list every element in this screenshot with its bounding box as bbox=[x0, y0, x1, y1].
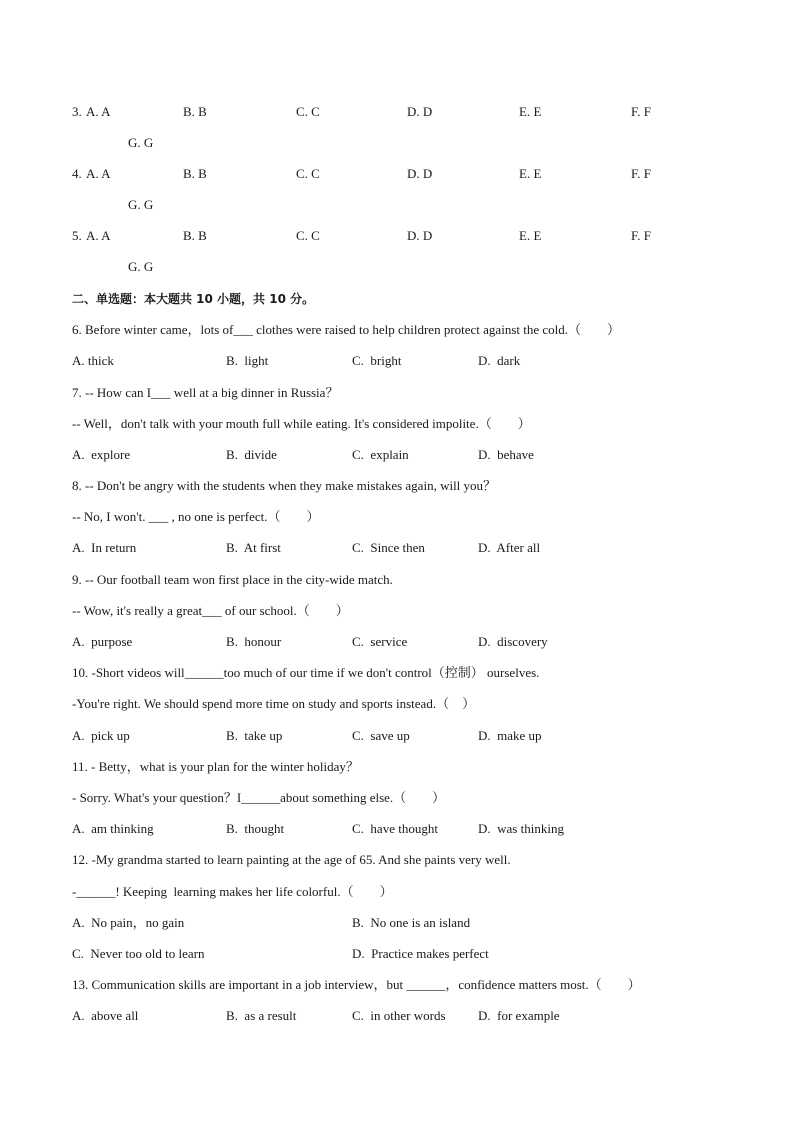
match-option: D. D bbox=[407, 104, 433, 119]
match-row-3-number: 3. bbox=[72, 104, 82, 119]
match-row-5-number: 5. bbox=[72, 228, 82, 243]
match-option: B. B bbox=[183, 166, 207, 181]
option-d: D. discovery bbox=[478, 634, 548, 649]
question-stem: 10. -Short videos will______too much of our time if we don't control（控制） ourselves. bbox=[72, 665, 540, 680]
option-c: C. bright bbox=[352, 353, 402, 368]
section-title: 二、单选题：本大题共 10 小题，共 10 分。 bbox=[72, 292, 315, 306]
option-d: D. behave bbox=[478, 447, 534, 462]
match-option: F. F bbox=[631, 228, 651, 243]
option-c: C. save up bbox=[352, 728, 410, 743]
question-stem: 7. -- How can I___ well at a big dinner in Russia？ bbox=[72, 385, 339, 400]
option-b: B. honour bbox=[226, 634, 282, 649]
question-stem: 13. Communication skills are important in a job interview，but ______，confidence matters most.（ ） bbox=[72, 977, 641, 992]
question-stem: 6. Before winter came，lots of___ clothes were raised to help children protect against the cold.（ ） bbox=[72, 322, 620, 337]
match-option: C. C bbox=[296, 104, 320, 119]
option-c: C. explain bbox=[352, 447, 409, 462]
option-a: A. No pain，no gain bbox=[72, 915, 185, 930]
question-stem: -You're right. We should spend more time on study and sports instead.（ ） bbox=[72, 696, 476, 711]
match-option: F. F bbox=[631, 166, 651, 181]
option-d: D. Practice makes perfect bbox=[352, 946, 489, 961]
match-option: B. B bbox=[183, 228, 207, 243]
option-a: A. explore bbox=[72, 447, 131, 462]
option-c: C. have thought bbox=[352, 821, 438, 836]
option-d: D. was thinking bbox=[478, 821, 564, 836]
question-stem: 11. - Betty，what is your plan for the winter holiday？ bbox=[72, 759, 359, 774]
option-b: B. light bbox=[226, 353, 269, 368]
match-option: G. G bbox=[128, 197, 154, 212]
option-c: C. service bbox=[352, 634, 408, 649]
option-d: D. dark bbox=[478, 353, 521, 368]
match-option: E. E bbox=[519, 104, 542, 119]
option-b: B. as a result bbox=[226, 1008, 297, 1023]
option-b: B. At first bbox=[226, 540, 281, 555]
option-a: A. above all bbox=[72, 1008, 139, 1023]
match-option: G. G bbox=[128, 259, 154, 274]
match-option: A. A bbox=[86, 104, 111, 119]
match-option: C. C bbox=[296, 228, 320, 243]
option-c: C. in other words bbox=[352, 1008, 446, 1023]
question-stem: - Sorry. What's your question？I______about something else.（ ） bbox=[72, 790, 446, 805]
option-a: A. thick bbox=[72, 353, 114, 368]
option-b: B. divide bbox=[226, 447, 277, 462]
option-d: D. make up bbox=[478, 728, 542, 743]
match-option: B. B bbox=[183, 104, 207, 119]
match-row-4-number: 4. bbox=[72, 166, 82, 181]
option-c: C. Since then bbox=[352, 540, 425, 555]
option-d: D. After all bbox=[478, 540, 541, 555]
match-option: F. F bbox=[631, 104, 651, 119]
question-stem: 8. -- Don't be angry with the students when they make mistakes again, will you？ bbox=[72, 478, 497, 493]
match-option: A. A bbox=[86, 228, 111, 243]
option-a: A. purpose bbox=[72, 634, 133, 649]
option-a: A. In return bbox=[72, 540, 137, 555]
question-stem: -- No, I won't. ___ , no one is perfect.（ ） bbox=[72, 509, 320, 524]
match-option: D. D bbox=[407, 166, 433, 181]
question-stem: -- Well，don't talk with your mouth full while eating. It's considered impolite.（ ） bbox=[72, 416, 531, 431]
option-a: A. am thinking bbox=[72, 821, 154, 836]
question-stem: 9. -- Our football team won first place in the city-wide match. bbox=[72, 572, 393, 587]
option-b: B. thought bbox=[226, 821, 285, 836]
match-option: C. C bbox=[296, 166, 320, 181]
match-option: E. E bbox=[519, 228, 542, 243]
match-option: E. E bbox=[519, 166, 542, 181]
option-b: B. No one is an island bbox=[352, 915, 471, 930]
option-a: A. pick up bbox=[72, 728, 130, 743]
option-b: B. take up bbox=[226, 728, 283, 743]
match-option: D. D bbox=[407, 228, 433, 243]
option-c: C. Never too old to learn bbox=[72, 946, 205, 961]
question-stem: 12. -My grandma started to learn painting at the age of 65. And she paints very well. bbox=[72, 852, 511, 867]
question-stem: -- Wow, it's really a great___ of our school.（ ） bbox=[72, 603, 349, 618]
option-d: D. for example bbox=[478, 1008, 560, 1023]
match-option: G. G bbox=[128, 135, 154, 150]
match-option: A. A bbox=[86, 166, 111, 181]
question-stem: -______! Keeping learning makes her life colorful.（ ） bbox=[72, 884, 393, 899]
